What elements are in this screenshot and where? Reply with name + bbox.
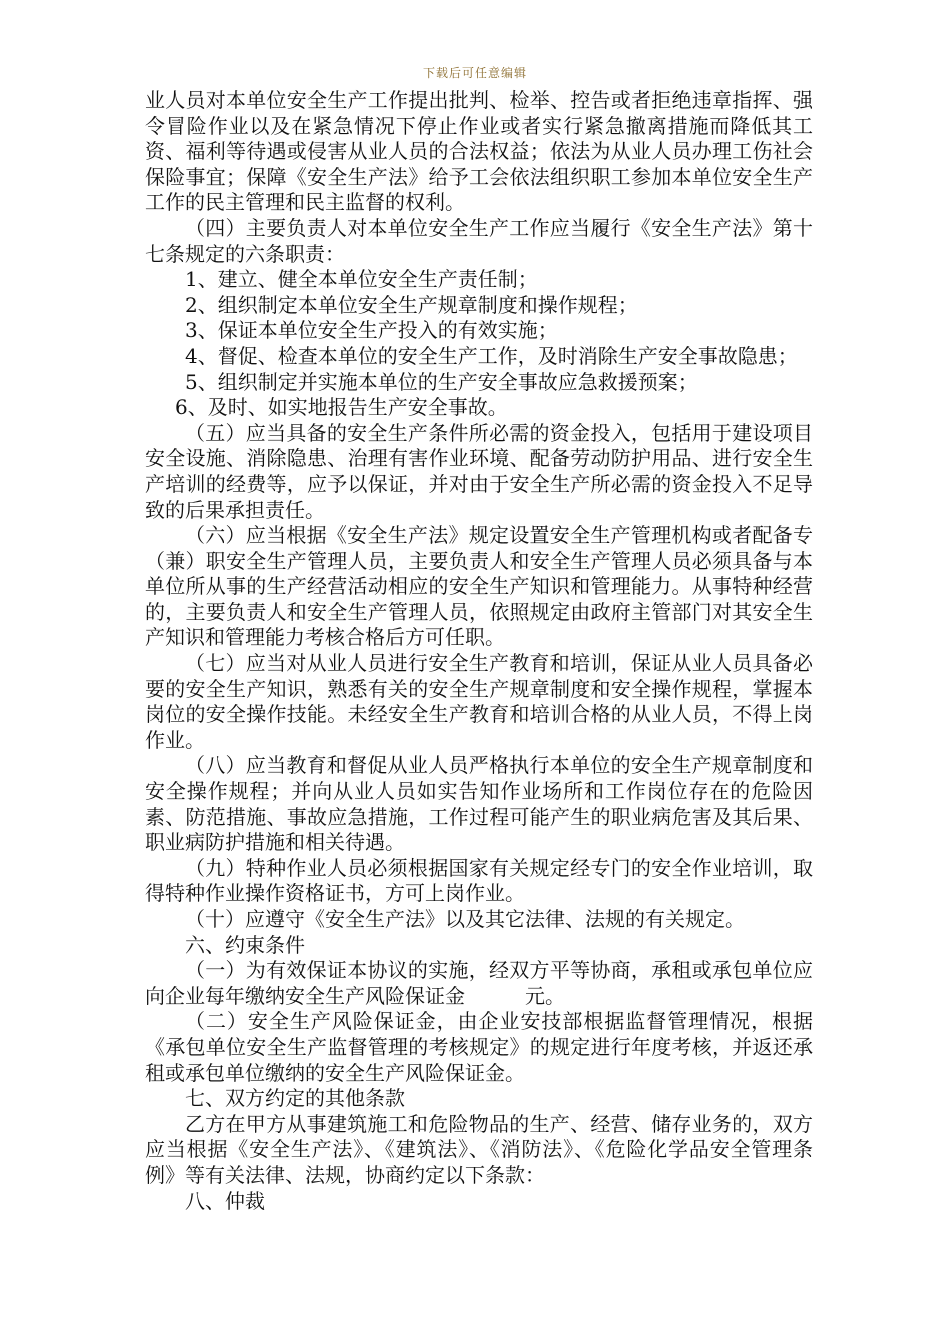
paragraph-section-8: （八）应当教育和督促从业人员严格执行本单位的安全生产规章制度和安全操作规程；并向从业人员如实告知作业场所和工作岗位存在的危险因素、防范措施、事故应急措施，工作过程可能产生的职业病危害及其后果、职业病防护措施和相关待遇。 xyxy=(145,753,813,855)
paragraph-section-10: （十）应遵守《安全生产法》以及其它法律、法规的有关规定。 xyxy=(185,907,745,931)
paragraph-continuation: 业人员对本单位安全生产工作提出批判、检举、控告或者拒绝违章指挥、强令冒险作业以及在紧急情况下停止作业或者实行紧急撤离措施而降低其工资、福利等待遇或侵害从业人员的合法权益；依法为从业人员办理工伤社会保险事宜；保障《安全生产法》给予工会依法组织职工参加本单位安全生产工作的民主管理和民主监督的权利。 xyxy=(145,88,813,215)
list-item-1: 1、建立、健全本单位安全生产责任制； xyxy=(185,267,538,292)
paragraph-section-6: （六）应当根据《安全生产法》规定设置安全生产管理机构或者配备专（兼）职安全生产管理人员，主要负责人和安全生产管理人员必须具备与本单位所从事的生产经营活动相应的安全生产知识和管理能力。从事特种经营的，主要负责人和安全生产管理人员，依照规定由政府主管部门对其安全生产知识和管理能力考核合格后方可任职。 xyxy=(145,523,813,650)
constraint-1-text: （一）为有效保证本协议的实施，经双方平等协商，承租或承包单位应向企业每年缴纳安全生产风险保证金 xyxy=(145,958,813,1008)
heading-arbitration: 八、仲裁 xyxy=(185,1188,265,1213)
heading-other-terms: 七、双方约定的其他条款 xyxy=(185,1086,405,1111)
paragraph-constraint-1 xyxy=(145,958,813,1009)
paragraph-constraint-2: （二）安全生产风险保证金，由企业安技部根据监督管理情况，根据《承包单位安全生产监督管理的考核规定》的规定进行年度考核，并返还承租或承包单位缴纳的安全生产风险保证金。 xyxy=(145,1009,813,1085)
paragraph-section-7: （七）应当对从业人员进行安全生产教育和培训，保证从业人员具备必要的安全生产知识，熟悉有关的安全生产规章制度和安全操作规程，掌握本岗位的安全操作技能。未经安全生产教育和培训合格的从业人员，不得上岗作业。 xyxy=(145,651,813,752)
list-item-5: 5、组织制定并实施本单位的生产安全事故应急救援预案； xyxy=(185,369,698,394)
list-item-6: 6、及时、如实地报告生产安全事故。 xyxy=(175,395,508,420)
paragraph-other-terms: 乙方在甲方从事建筑施工和危险物品的生产、经营、储存业务的，双方应当根据《安全生产法》、《建筑法》、《消防法》、《危险化学品安全管理条例》等有关法律、法规，协商约定以下条款： xyxy=(145,1111,813,1187)
list-item-4: 4、督促、检查本单位的安全生产工作，及时消除生产安全事故隐患； xyxy=(185,343,798,368)
paragraph-section-4: （四）主要负责人对本单位安全生产工作应当履行《安全生产法》第十七条规定的六条职责： xyxy=(145,215,813,266)
list-item-3: 3、保证本单位安全生产投入的有效实施； xyxy=(185,318,558,343)
list-item-2: 2、组织制定本单位安全生产规章制度和操作规程； xyxy=(185,292,638,317)
constraint-1-unit: 元。 xyxy=(525,983,565,1008)
heading-constraints: 六、约束条件 xyxy=(185,932,305,957)
document-body xyxy=(145,88,813,1214)
header-note: 下载后可任意编辑 xyxy=(422,66,527,80)
paragraph-section-5: （五）应当具备的安全生产条件所必需的资金投入，包括用于建设项目安全设施、消除隐患、治理有害作业环境、配备劳动防护用品、进行安全生产培训的经费等，应予以保证，并对由于安全生产所必需的资金投入不足导致的后果承担责任。 xyxy=(145,420,813,522)
paragraph-section-9: （九）特种作业人员必须根据国家有关规定经专门的安全作业培训，取得特种作业操作资格证书，方可上岗作业。 xyxy=(145,855,813,906)
